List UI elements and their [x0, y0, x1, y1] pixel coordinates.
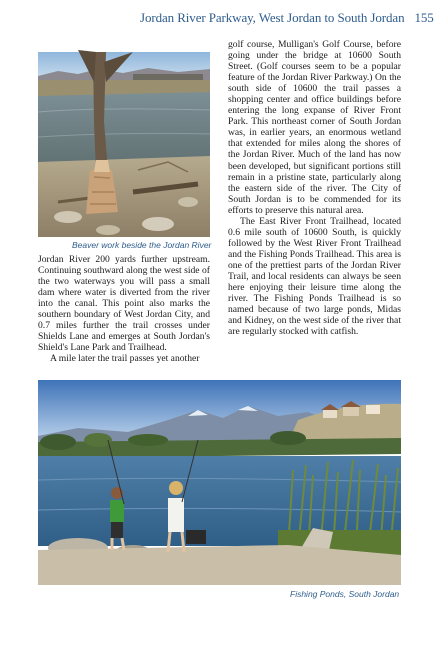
- left-column: [38, 254, 210, 364]
- left-paragraph-2: A mile later the trail passes yet another: [50, 353, 200, 365]
- right-column: [228, 39, 401, 337]
- fishing-ponds-caption: Fishing Ponds, South Jordan: [290, 589, 400, 599]
- fishing-ponds-photo: [38, 380, 401, 585]
- fishing-ponds-image: [38, 380, 401, 585]
- running-header: [140, 10, 434, 26]
- header-title: Jordan River Parkway, West Jordan to South Jordan: [140, 10, 405, 25]
- right-paragraph-2: The East River Front Trailhead, located 0.6 mile south of 10600 South, is quickly followed by the West River Front Trailhead and the Fishing Ponds Trailhead. This area is one of the prettiest parts of the Jordan River Trail, and local residents can always be seen here enjoying their leisure time along the river. The Fishing Ponds Trailhead is so named because of two large ponds, Midas and Kidney, on the west side of the river that are regularly stocked with catfish.: [228, 215, 401, 338]
- beaver-photo: [38, 52, 210, 237]
- beaver-photo-image: [38, 52, 210, 237]
- left-paragraph-1: Jordan River 200 yards further upstream. Continuing southward along the west side of the two waterways you will pass a small dam where water is diverted from the river into the canal. This point also marks the southern boundary of West Jordan City, and 0.7 miles further the trail crosses under Shields Lane and emerges at South Jordan's Shield's Lane Park and Trailhead.: [38, 254, 210, 354]
- right-paragraph-1: golf course, Mulligan's Golf Course, before going under the bridge at 10600 South Street. (Golf courses seem to be a popular feature of the Jordan River Parkway.) On the south side of 10600 the trail passes a shopping center and office buildings before entering the long expanse of River Front Park. This northeast corner of South Jordan was, in earlier years, an enormous wetland that extended for miles along the shores of the Jordan River. Much of the land has now been developed, but significant portions still remain in a pristine state, particularly along the eastern side of the river. The City of South Jordan is to be commended for its efforts to preserve this natural area.: [228, 39, 401, 216]
- page-number: 155: [414, 10, 434, 25]
- beaver-photo-caption: Beaver work beside the Jordan River: [72, 240, 212, 250]
